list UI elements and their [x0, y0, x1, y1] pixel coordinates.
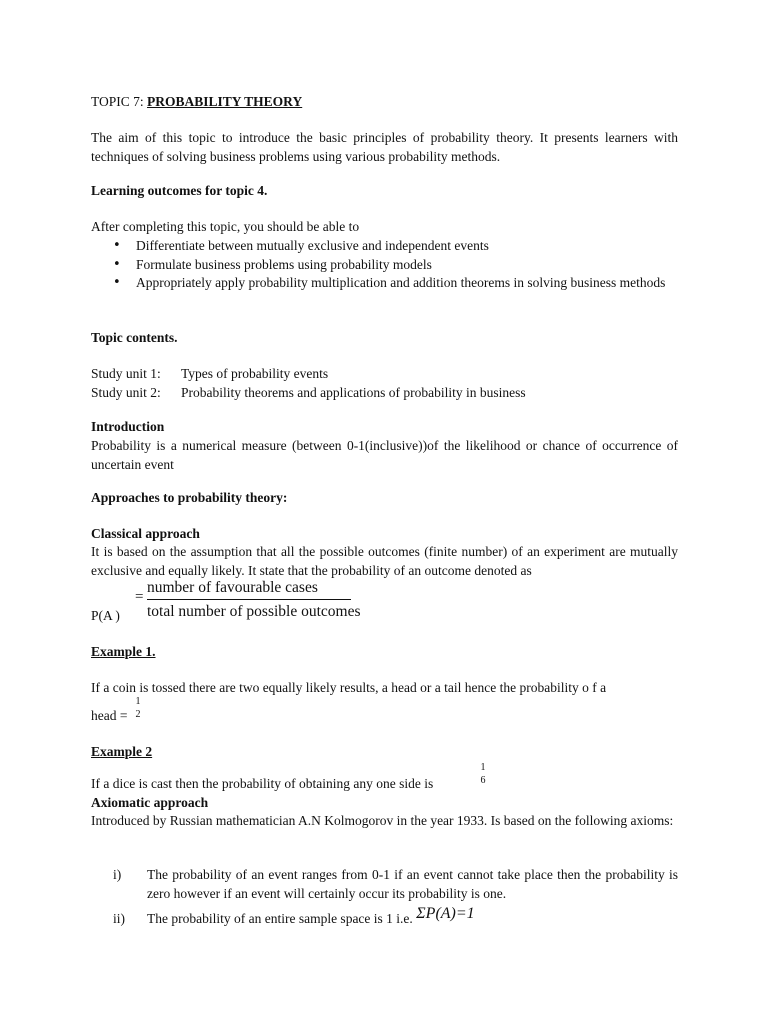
intro-paragraph: The aim of this topic to introduce the basic principles of probability theory. It presents learners with techniques of solving business problems using various probability methods. [91, 130, 678, 164]
fraction-denominator: 6 [480, 775, 486, 786]
formula-numerator: number of favourable cases [147, 579, 318, 596]
classical-heading: Classical approach [91, 526, 200, 541]
approaches-heading: Approaches to probability theory: [91, 490, 288, 505]
study-unit-2 [91, 384, 678, 403]
example1-fraction [132, 697, 144, 720]
list-item: • Appropriately apply probability multiplication and addition theorems in solving business methods [91, 274, 678, 293]
study-unit-label: Study unit 2: [91, 384, 161, 400]
introduction-text: Probability is a numerical measure (between 0-1(inclusive))of the likelihood or chance of occurrence of uncertain event [91, 438, 678, 472]
axiom-text-wrap [147, 905, 678, 929]
example2-fraction [477, 763, 489, 786]
axiomatic-heading: Axiomatic approach [91, 795, 209, 810]
fraction-numerator: 1 [135, 696, 141, 707]
classical-text: It is based on the assumption that all the possible outcomes (finite number) of an experiment are mutually exclusive and equally likely. It state that the probability of an outcome denoted as [91, 544, 678, 578]
study-unit-text: Probability theorems and applications of probability in business [181, 384, 526, 400]
study-units [91, 365, 678, 402]
axiom-number: ii) [113, 911, 125, 926]
fraction-bar [147, 599, 351, 600]
example2-heading: Example 2 [91, 744, 153, 759]
axiom-text: The probability of an entire sample space is 1 i.e. [147, 911, 417, 926]
axiomatic-text: Introduced by Russian mathematician A.N Kolmogorov in the year 1933. Is based on the following axioms: [91, 813, 674, 828]
axiom-item [91, 905, 678, 929]
topic-title: PROBABILITY THEORY [147, 94, 303, 109]
axiom-list [91, 866, 678, 929]
example1-heading: Example 1. [91, 644, 156, 659]
study-unit-1 [91, 365, 678, 384]
topic-prefix: TOPIC 7: [91, 94, 148, 109]
topic-heading [91, 93, 678, 112]
list-item: • Formulate business problems using probability models [91, 256, 678, 275]
learning-outcomes-heading: Learning outcomes for topic 4. [91, 183, 268, 198]
example2-text: If a dice is cast then the probability of obtaining any one side is [91, 776, 434, 791]
axiom-text: The probability of an event ranges from 0-1 if an event cannot take place then the probability is zero however if an event will certainly occur its probability is one. [147, 867, 678, 901]
fraction-numerator: 1 [480, 762, 486, 773]
list-item: • Differentiate between mutually exclusive and independent events [91, 237, 678, 256]
example1-text2: head = [91, 708, 128, 723]
study-unit-label: Study unit 1: [91, 366, 161, 381]
formula-denominator: total number of possible outcomes [147, 603, 361, 620]
fraction-denominator: 2 [135, 709, 141, 720]
introduction-heading: Introduction [91, 419, 165, 434]
example1-text: If a coin is tossed there are two equally likely results, a head or a tail hence the probability o f a [91, 680, 607, 695]
learning-outcomes-lead: After completing this topic, you should be able to [91, 219, 360, 234]
learning-outcomes-list [91, 237, 678, 293]
axiom-number: i) [113, 867, 122, 882]
topic-contents-heading: Topic contents. [91, 330, 178, 345]
example1-result [91, 707, 127, 726]
formula-equals: = [135, 589, 144, 605]
study-unit-text: Types of probability events [181, 366, 329, 381]
axiom-formula: ΣP(A)=1 [416, 905, 475, 922]
formula-lhs: P(A ) [91, 608, 120, 623]
axiom-item [91, 866, 678, 903]
